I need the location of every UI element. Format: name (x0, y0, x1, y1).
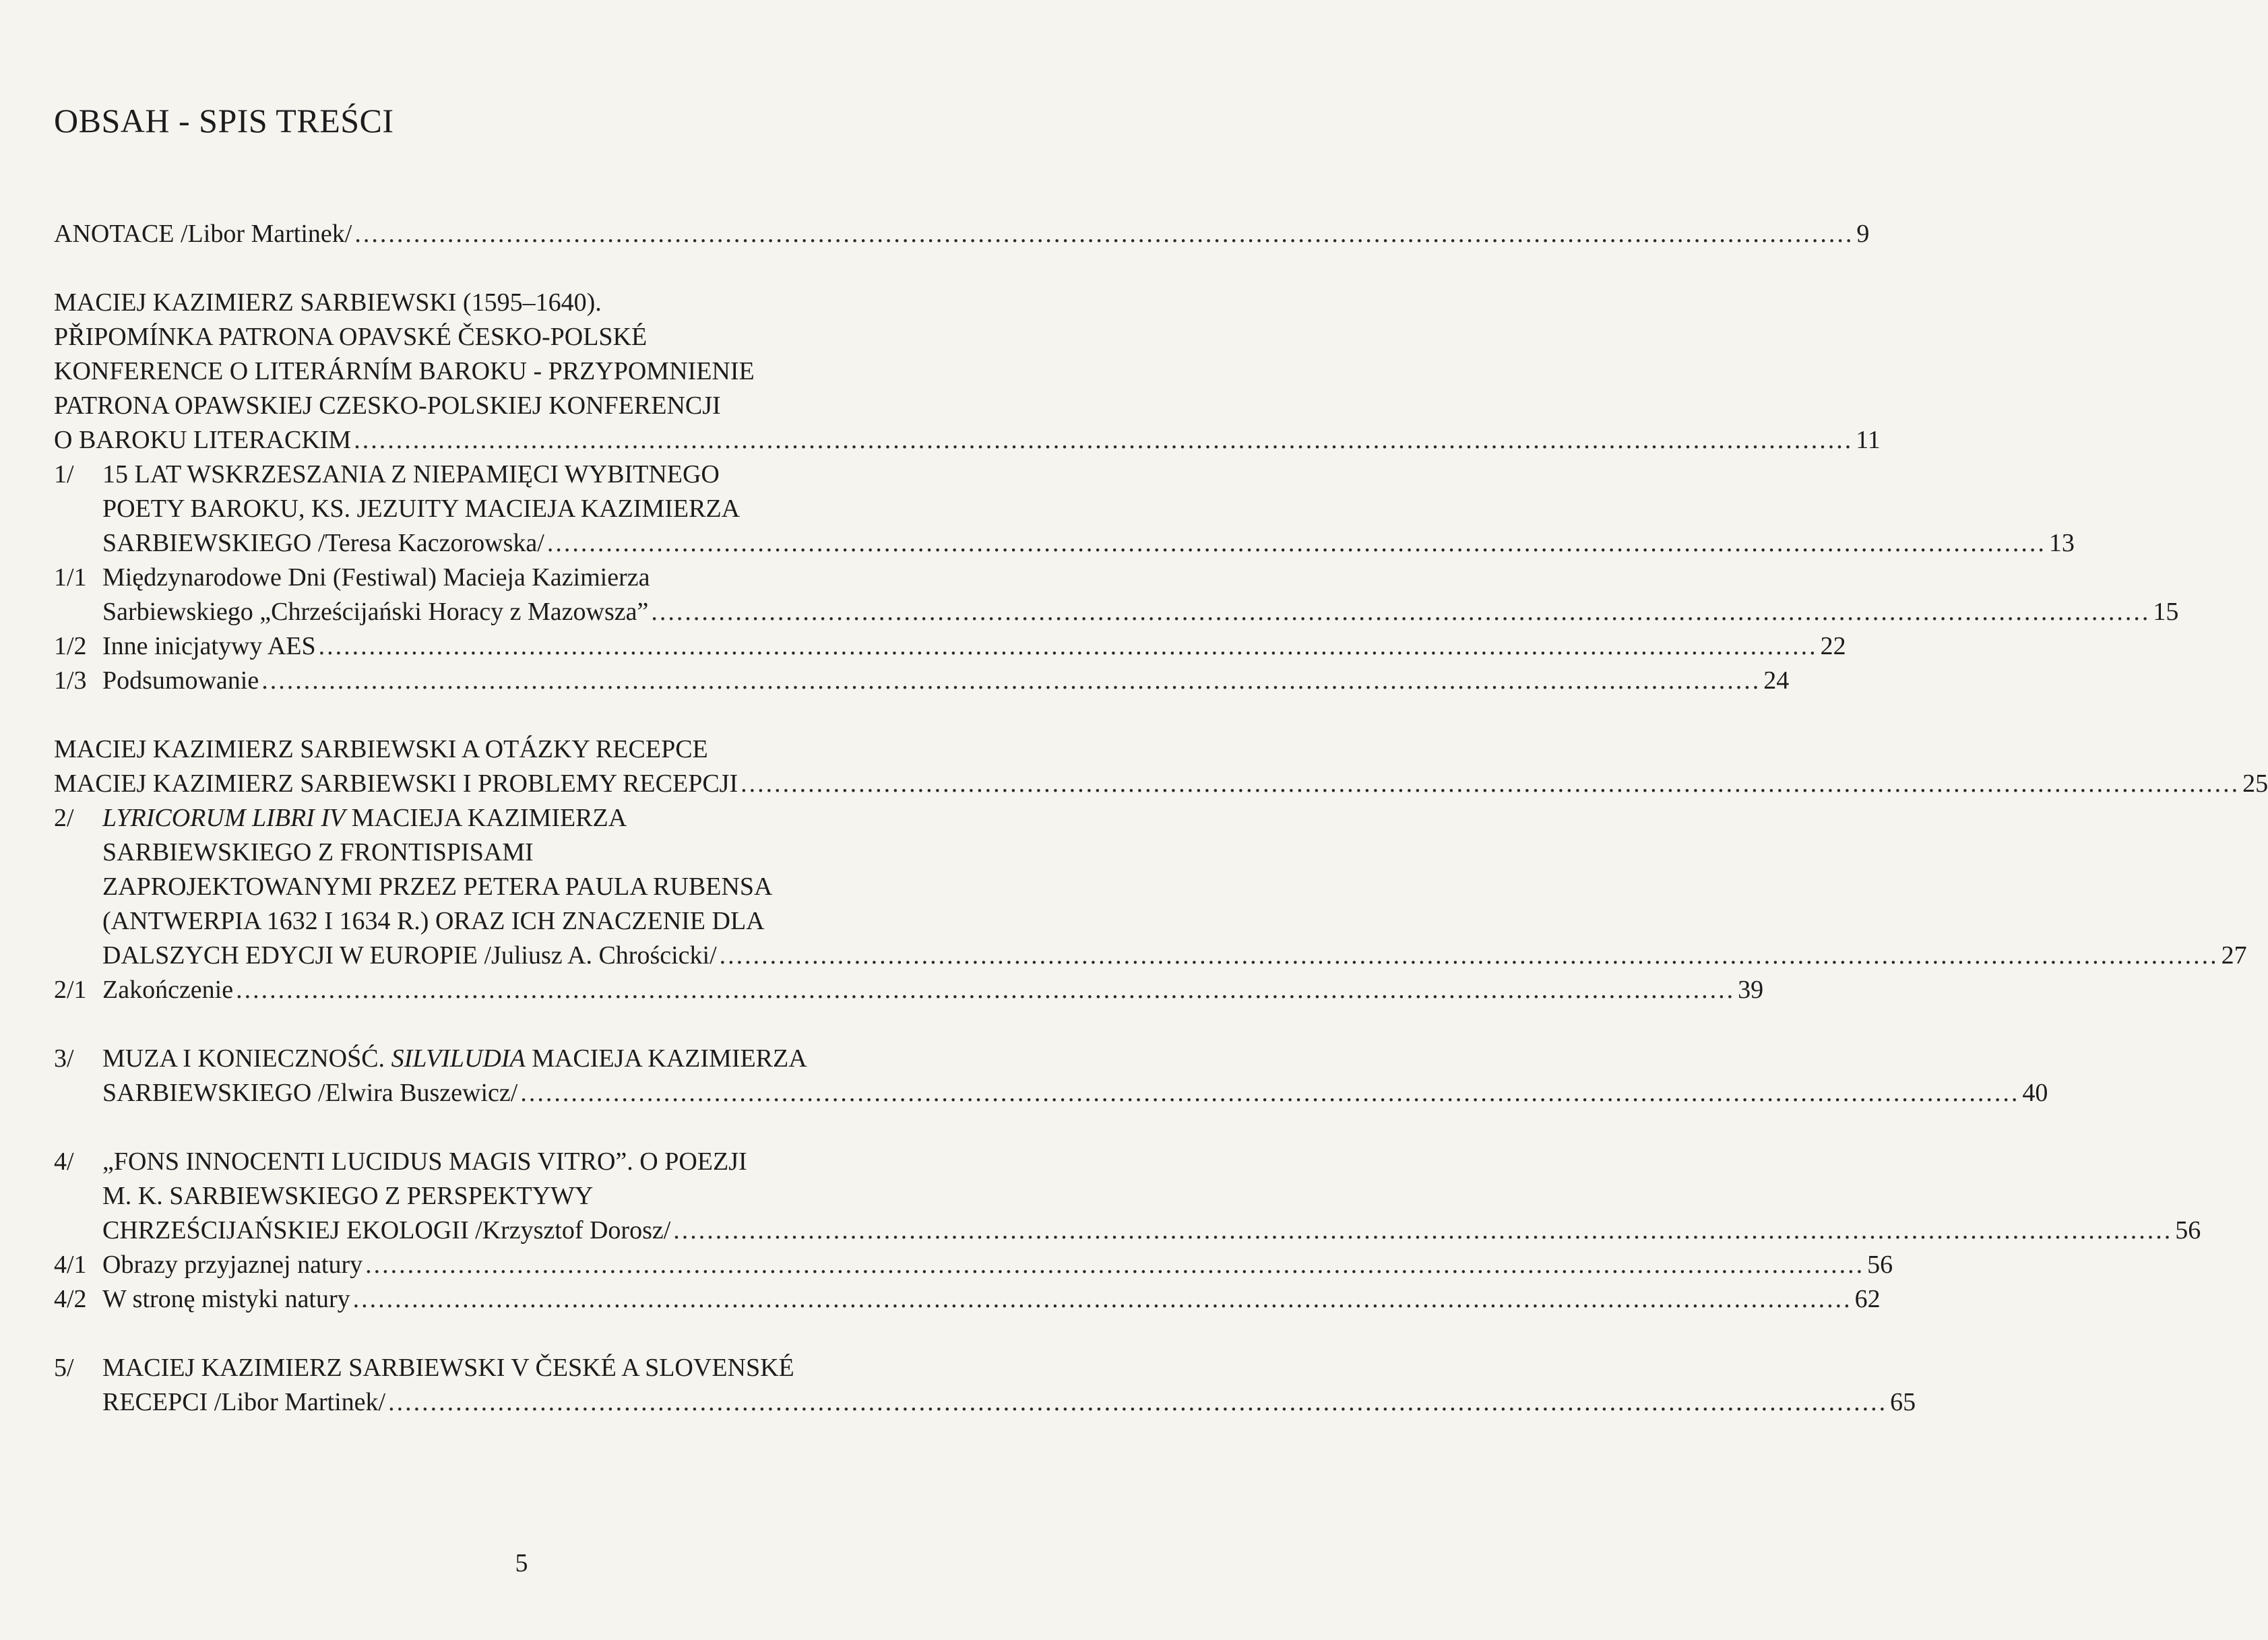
toc-entry-line: KONFERENCE O LITERÁRNÍM BAROKU - PRZYPOMNIENIE (54, 357, 755, 385)
toc-page-number: 27 (2221, 941, 2247, 970)
toc-entry-4-1 (54, 1248, 1893, 1282)
toc-entry-4-2 (54, 1282, 1881, 1317)
toc-entry-number: 1/2 (54, 632, 87, 660)
dot-leader: .................................................................................................................................................................................. (354, 220, 1854, 248)
toc-entry-line (102, 801, 950, 835)
dot-leader: .................................................................................................................................................................................. (651, 598, 2151, 626)
toc-page-number: 56 (2175, 1216, 2201, 1244)
toc-entry-line: POETY BAROKU, KS. JEZUITY MACIEJA KAZIMIERZA (102, 495, 741, 523)
toc-entry-title: SARBIEWSKIEGO /Teresa Kaczorowska/ (102, 529, 544, 557)
toc-entry-title: Inne inicjatywy AES (102, 632, 316, 660)
toc-entry-line: MACIEJ KAZIMIERZ SARBIEWSKI V ČESKÉ A SLOVENSKÉ (102, 1354, 794, 1382)
toc-entry-line: PATRONA OPAWSKIEJ CZESKO-POLSKIEJ KONFERENCJI (54, 391, 721, 420)
dot-leader: .................................................................................................................................................................................. (546, 529, 2046, 557)
toc-page-number: 40 (2022, 1079, 2048, 1107)
toc-entry-number: 2/ (54, 804, 74, 832)
dot-leader: .................................................................................................................................................................................. (365, 1251, 1865, 1279)
toc-entry-line: „FONS INNOCENTI LUCIDUS MAGIS VITRO”. O POEZJI (102, 1147, 747, 1176)
toc-entry-title: W stronę mistyki natury (102, 1285, 350, 1313)
toc-entry-line: Międzynarodowe Dni (Festiwal) Macieja Kazimierza (102, 563, 650, 592)
toc-entry-title: O BAROKU LITERACKIM (54, 426, 352, 454)
toc-entry-number: 3/ (54, 1044, 74, 1073)
toc-page-number: 39 (1738, 976, 1764, 1004)
toc-entry-pripominka (54, 286, 1881, 458)
toc-entry-number: 4/2 (54, 1285, 87, 1313)
toc-entry-recepce (54, 732, 2268, 801)
title-plain: MUZA I KONIECZNOŚĆ. (102, 1044, 391, 1073)
toc-entry-title: Podsumowanie (102, 666, 259, 695)
toc-entry-line: MACIEJ KAZIMIERZ SARBIEWSKI A OTÁZKY RECEPCE (54, 735, 708, 763)
toc-entry-line (102, 1042, 950, 1076)
toc-page-number: 22 (1820, 632, 1846, 660)
page-title: OBSAH - SPIS TREŚCI (54, 102, 394, 139)
toc-entry-line: MACIEJ KAZIMIERZ SARBIEWSKI (1595–1640). (54, 288, 602, 317)
toc-entry-line: SARBIEWSKIEGO Z FRONTISPISAMI (102, 838, 534, 866)
title-rest: MACIEJA KAZIMIERZA (345, 804, 627, 832)
toc-entry-line: M. K. SARBIEWSKIEGO Z PERSPEKTYWY (102, 1182, 594, 1210)
toc-entry-3 (54, 1042, 2048, 1110)
italic-title: LYRICORUM LIBRI IV (102, 804, 346, 832)
toc-entry-title: RECEPCI /Libor Martinek/ (102, 1388, 386, 1416)
italic-title: SILVILUDIA (391, 1044, 526, 1073)
toc-entry-number: 1/3 (54, 666, 87, 695)
toc-entry-title: Sarbiewskiego „Chrześcijański Horacy z Mazowsza” (102, 598, 649, 626)
dot-leader: .................................................................................................................................................................................. (352, 1285, 1852, 1313)
dot-leader: .................................................................................................................................................................................. (520, 1079, 2020, 1107)
toc-entry-title: DALSZYCH EDYCJI W EUROPIE /Juliusz A. Chrościcki/ (102, 941, 717, 970)
toc-entry-title: MACIEJ KAZIMIERZ SARBIEWSKI I PROBLEMY RECEPCJI (54, 769, 738, 798)
toc-entry-title: Zakończenie (102, 976, 234, 1004)
page-number: 5 (515, 1549, 528, 1577)
toc-entry-number: 5/ (54, 1354, 74, 1382)
toc-entry-1-3 (54, 664, 1790, 698)
toc-entry-title: Obrazy przyjaznej natury (102, 1251, 363, 1279)
dot-leader: .................................................................................................................................................................................. (719, 941, 2219, 970)
dot-leader: .................................................................................................................................................................................. (388, 1388, 1888, 1416)
toc-entry-title: ANOTACE /Libor Martinek/ (54, 220, 352, 248)
toc-entry-title: CHRZEŚCIJAŃSKIEJ EKOLOGII /Krzysztof Dorosz/ (102, 1216, 671, 1244)
dot-leader: .................................................................................................................................................................................. (261, 666, 1761, 695)
title-rest: MACIEJA KAZIMIERZA (525, 1044, 807, 1073)
toc-entry-title: SARBIEWSKIEGO /Elwira Buszewicz/ (102, 1079, 518, 1107)
toc-entry-number: 2/1 (54, 976, 87, 1004)
toc-entry-1 (54, 458, 2075, 561)
toc-entry-4 (54, 1145, 2201, 1248)
toc-page-number: 9 (1856, 220, 1870, 248)
dot-leader: .................................................................................................................................................................................. (741, 769, 2240, 798)
toc-page-number: 62 (1854, 1285, 1881, 1313)
toc-page-number: 15 (2153, 598, 2179, 626)
toc-entry-2 (54, 801, 2247, 973)
toc-entry-2-1 (54, 973, 1764, 1007)
toc-entry-1-2 (54, 629, 1846, 664)
toc-entry-1-1 (54, 561, 2179, 629)
table-of-contents (54, 217, 2268, 1420)
toc-entry-5 (54, 1351, 1916, 1420)
toc-entry-number: 1/1 (54, 563, 87, 592)
dot-leader: .................................................................................................................................................................................. (354, 426, 1854, 454)
toc-page-number: 65 (1890, 1388, 1916, 1416)
toc-page-number: 25 (2242, 769, 2268, 798)
toc-page-number: 13 (2048, 529, 2075, 557)
toc-entry-line: (ANTWERPIA 1632 I 1634 R.) ORAZ ICH ZNACZENIE DLA (102, 907, 765, 935)
dot-leader: .................................................................................................................................................................................. (318, 632, 1818, 660)
toc-entry-line: PŘIPOMÍNKA PATRONA OPAVSKÉ ČESKO-POLSKÉ (54, 323, 648, 351)
toc-page-number: 24 (1763, 666, 1790, 695)
toc-entry-line: ZAPROJEKTOWANYMI PRZEZ PETERA PAULA RUBENSA (102, 873, 773, 901)
toc-entry-number: 4/ (54, 1147, 74, 1176)
toc-entry-number: 1/ (54, 460, 74, 488)
toc-entry-line: 15 LAT WSKRZESZANIA Z NIEPAMIĘCI WYBITNEGO (102, 460, 720, 488)
toc-page-number: 11 (1856, 426, 1881, 454)
dot-leader: .................................................................................................................................................................................. (236, 976, 1736, 1004)
toc-entry-anotace (54, 217, 1870, 251)
toc-page-number: 56 (1867, 1251, 1893, 1279)
dot-leader: .................................................................................................................................................................................. (673, 1216, 2173, 1244)
toc-entry-number: 4/1 (54, 1251, 87, 1279)
